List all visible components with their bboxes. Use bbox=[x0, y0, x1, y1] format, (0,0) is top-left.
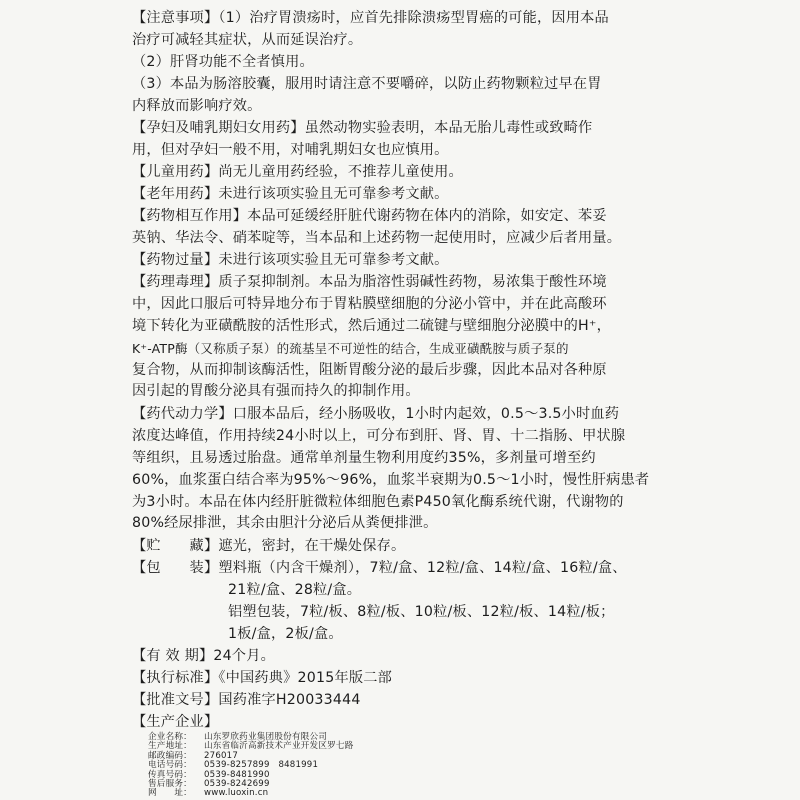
storage-label: 【贮 藏】 bbox=[132, 538, 219, 554]
package-line: 铝塑包装，7粒/板、8粒/板、10粒/板、12粒/板、14粒/板； bbox=[228, 603, 615, 620]
fax-value: 0539-8481990 bbox=[204, 769, 270, 780]
website-label: 网 址： bbox=[148, 788, 192, 799]
precautions-line: 内释放而影响疗效。 bbox=[132, 97, 262, 114]
package-label: 【包 装】 bbox=[132, 560, 219, 576]
storage-section bbox=[132, 536, 680, 558]
service-value: 0539-8242699 bbox=[204, 779, 270, 789]
phone-value: 0539-8257899 8481991 bbox=[204, 760, 319, 771]
interactions-line: 英钠、华法令、硝苯啶等，当本品和上述药物一起使用时，应减少后者用量。 bbox=[132, 229, 622, 246]
precautions-line: 治疗可减轻其症状，从而延误治疗。 bbox=[132, 31, 363, 48]
postcode-value: 276017 bbox=[204, 750, 239, 761]
pharmacokinetics-line: 【药代动力学】口服本品后，经小肠吸收，1小时内起效，0.5～3.5小时血药 bbox=[132, 406, 620, 422]
pharmacokinetics-line: 80%经尿排泄，其余由胆汁分泌后从粪便排泄。 bbox=[132, 515, 438, 532]
precautions-line: （2）肝肾功能不全者慎用。 bbox=[132, 53, 314, 70]
validity-section bbox=[132, 646, 680, 668]
validity-value: 24个月。 bbox=[213, 648, 275, 664]
address-label: 生产地址： bbox=[148, 741, 192, 752]
fax-label: 传真号码： bbox=[148, 769, 192, 780]
pharmacology-line: 境下转化为亚磺酰胺的活性形式，然后通过二硫键与壁细胞分泌膜中的H⁺， bbox=[132, 317, 611, 334]
package-line: 21粒/盒、28粒/盒。 bbox=[228, 581, 362, 598]
package-line: 塑料瓶（内含干燥剂），7粒/盒、12粒/盒、14粒/盒、16粒/盒、 bbox=[218, 560, 627, 576]
overdose-line: 【药物过量】未进行该项实验且无可靠参考文献。 bbox=[132, 252, 449, 268]
package-line: 1板/盒，2板/盒。 bbox=[228, 625, 343, 642]
pharmacology-line: 复合物，从而抑制该酶活性，阻断胃酸分泌的最后步骤，因此本品对各种原 bbox=[132, 361, 607, 378]
package-section bbox=[132, 558, 680, 646]
precautions-section bbox=[132, 8, 680, 117]
pregnancy-line: 用，但对孕妇一般不用，对哺乳期妇女也应慎用。 bbox=[132, 141, 449, 158]
children-section bbox=[132, 162, 680, 184]
approval-section bbox=[132, 690, 680, 712]
service-label: 售后服务： bbox=[148, 779, 192, 789]
precautions-line: （3）本品为肠溶胶囊，服用时请注意不要嚼碎，以防止药物颗粒过早在胃 bbox=[132, 75, 602, 92]
pharmacology-line: K⁺-ATP酶（又称质子泵）的巯基呈不可逆性的结合，生成亚磺酰胺与质子泵的 bbox=[132, 340, 569, 356]
approval-value: 国药准字H20033444 bbox=[218, 692, 361, 708]
pharmacokinetics-line: 60%，血浆蛋白结合率为95%～96%，血浆半衰期为0.5～1小时，慢性肝病患者 bbox=[132, 471, 650, 488]
pregnancy-section bbox=[132, 118, 680, 162]
overdose-section bbox=[132, 250, 680, 272]
company-label: 企业名称： bbox=[148, 732, 192, 742]
manufacturer-section bbox=[132, 712, 680, 734]
interactions-line: 【药物相互作用】本品可延缓经肝脏代谢药物在体内的消除，如安定、苯妥 bbox=[132, 208, 607, 224]
website-value: www.luoxin.cn bbox=[204, 788, 269, 799]
pharmacokinetics-line: 浓度达峰值，作用持续24小时以上，可分布到肝、肾、胃、十二指肠、甲状腺 bbox=[132, 427, 626, 444]
elderly-section bbox=[132, 184, 680, 206]
standard-section bbox=[132, 668, 680, 690]
manufacturer-row-website bbox=[148, 789, 268, 798]
pharmacology-line: 【药理毒理】质子泵抑制剂。本品为脂溶性弱碱性药物，易浓集于酸性环境 bbox=[132, 274, 607, 290]
validity-label: 【有 效 期】 bbox=[132, 648, 214, 664]
interactions-section bbox=[132, 206, 680, 250]
pharmacokinetics-section bbox=[132, 404, 680, 535]
address-value: 山东省临沂高新技术产业开发区罗七路 bbox=[204, 741, 354, 752]
company-value: 山东罗欣药业集团股份有限公司 bbox=[204, 732, 328, 742]
postcode-label: 邮政编码： bbox=[148, 750, 192, 761]
manufacturer-heading: 【生产企业】 bbox=[132, 714, 219, 730]
pharmacology-line: 中，因此口服后可特异地分布于胃粘膜壁细胞的分泌小管中，并在此高酸环 bbox=[132, 295, 607, 312]
phone-label: 电话号码： bbox=[148, 760, 192, 771]
elderly-line: 【老年用药】未进行该项实验且无可靠参考文献。 bbox=[132, 186, 449, 202]
precautions-line: 【注意事项】（1）治疗胃溃疡时，应首先排除溃疡型胃癌的可能，因用本品 bbox=[132, 10, 609, 26]
pharmacology-line: 因引起的胃酸分泌具有强而持久的抑制作用。 bbox=[132, 383, 420, 400]
pharmacokinetics-line: 等组织，且易透过胎盘。通常单剂量生物利用度约35%，多剂量可增至约 bbox=[132, 449, 596, 466]
pregnancy-line: 【孕妇及哺乳期妇女用药】虽然动物实验表明，本品无胎儿毒性或致畸作 bbox=[132, 120, 593, 136]
approval-label: 【批准文号】 bbox=[132, 692, 219, 708]
children-line: 【儿童用药】尚无儿童用药经验，不推荐儿童使用。 bbox=[132, 164, 463, 180]
standard-value: 《中国药典》2015年版二部 bbox=[218, 670, 393, 686]
pharmacology-section bbox=[132, 272, 680, 403]
pharmacokinetics-line: 为3小时。本品在体内经肝脏微粒体细胞色素P450氧化酶系统代谢，代谢物的 bbox=[132, 493, 624, 510]
storage-value: 遮光，密封，在干燥处保存。 bbox=[218, 538, 406, 554]
standard-label: 【执行标准】 bbox=[132, 670, 219, 686]
